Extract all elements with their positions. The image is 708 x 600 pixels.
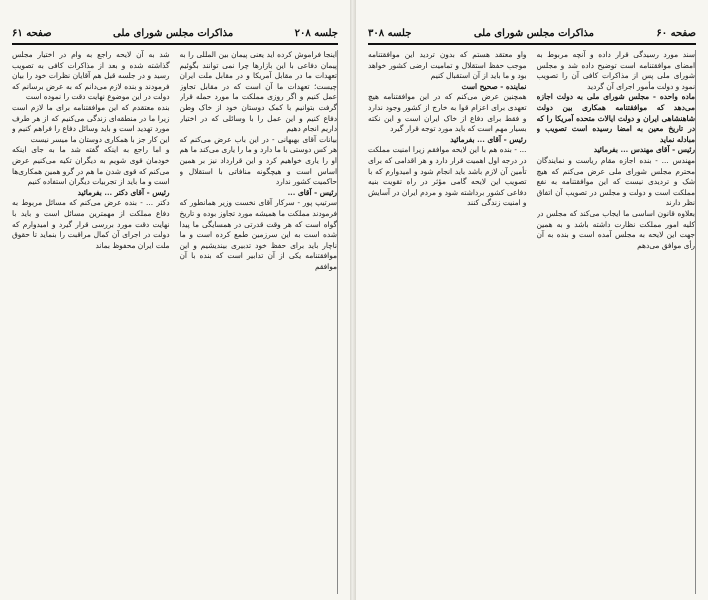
paragraph: ... - بنده هم با این لایحه موافقم زیرا امنیت مملکت در درجه اول اهمیت قرار دارد و هر اقدامی که برای تأمین آن لازم باشد باید انجام شود و امیدوارم که با تصویب این لایحه گامی مؤثر در راه تقویت بنیه دفاعی کشور برداشته شود و مردم ایران در آسایش و امنیت زندگی کنند — [368, 145, 527, 208]
paragraph: ماده واحده - مجلس شورای ملی به دولت اجازه می‌دهد که موافقتنامه همکاری بین دولت شاهنشاهی ایران و دولت ایالات متحده آمریکا را که در تاریخ معین به امضا رسیده است تصویب و مبادله نماید — [536, 92, 695, 144]
paragraph: مهندس ... - بنده اجازه مقام ریاست و نمایندگان محترم مجلس شورای ملی عرض می‌کنم که هیچ شک و تردیدی نیست که این موافقتنامه به نفع مملکت است و دولت و مجلس در تصویب آن اتفاق نظر دارند — [536, 155, 695, 208]
right-page-column-left — [368, 50, 527, 594]
paragraph: بیانات آقای بهبهانی - در این باب عرض می‌کنم که هر کس دوستی با ما دارد و ما را یاری می‌کند ما هم او را یاری خواهیم کرد و این قرارداد نیز بر همین اساس است و هیچگونه منافاتی با استقلال و حاکمیت کشور ندارد — [179, 134, 337, 187]
right-page-title: مذاکرات مجلس شورای ملی — [473, 27, 594, 39]
right-page-session: جلسه ۳۰۸ — [368, 27, 412, 39]
paragraph: همچنین عرض می‌کنم که در این موافقتنامه هیچ تعهدی برای اعزام قوا به خارج از کشور وجود ندارد و فقط برای دفاع از خاک ایران است و این نکته بسیار مهم است که باید مورد توجه قرار گیرد — [368, 92, 527, 134]
speaker-line: رئیس - آقای ... بفرمائید — [450, 134, 527, 144]
left-page-title: مذاکرات مجلس شورای ملی — [113, 27, 234, 39]
speaker-line: رئیس - آقای دکتر ... بفرمائید — [77, 187, 170, 197]
speaker-line: رئیس - آقای مهندس ... بفرمائید — [593, 145, 695, 155]
paragraph: واو معتقد هستم که بدون تردید این موافقتنامه موجب حفظ استقلال و تمامیت ارضی کشور خواهد بود و ما باید از آن استقبال کنیم — [368, 50, 527, 81]
paragraph: بعلاوه قانون اساسی ما ایجاب می‌کند که مجلس در کلیه امور مملکت نظارت داشته باشد و به همین جهت این لایحه به مجلس آمده است و بنده به آن رأی موافق می‌دهم — [536, 208, 695, 250]
speaker-line: نماینده - صحیح است — [461, 81, 527, 91]
paragraph: اینجا فراموش کرده اید یعنی پیمان بین المللی را به پیمان دفاعی با این بازارها چرا نمی توانند بگوئیم تعهدات ما در مقابل آمریکا و در مقابل ملت ایران چیست؛ تعهدات ما آن است که در مقابل تجاوز عمل کنیم و اگر روزی مملکت ما مورد حمله قرار گرفت بتوانیم با کمک دوستان خود از خاک وطن دفاع کنیم و این عمل را با وسائلی که در اختیار داریم انجام دهیم — [179, 50, 337, 134]
paragraph: بنده معتقدم که این موافقتنامه برای ما لازم است زیرا ما در منطقه‌ای زندگی می‌کنیم که از هر طرف مورد تهدید است و باید وسائل دفاع را فراهم کنیم و این کار جز با همکاری دوستان ما میسر نیست — [12, 102, 170, 144]
left-page-column-right — [180, 50, 339, 594]
speaker-line: رئیس - آقای ... — [287, 187, 337, 197]
left-page-columns — [12, 50, 338, 594]
paragraph: سند مورد رسیدگی قرار داده و آنچه مربوط به امضای موافقتنامه است توضیح داده شد و مجلس شورای ملی پس از مذاکرات کافی آن را تصویب نمود و دولت مأمور اجرای آن گردید — [536, 50, 695, 91]
paragraph: دکتر ... - بنده عرض می‌کنم که مسائل مربوط به دفاع مملکت از مهمترین مسائل است و باید با نهایت دقت مورد بررسی قرار گیرد و امیدوارم که دولت در اجرای آن کمال مراقبت را بنماید تا حقوق ملت ایران محفوظ بماند — [12, 198, 170, 250]
left-page-session: جلسه ۲۰۸ — [294, 27, 338, 39]
left-page — [0, 0, 350, 600]
left-page-number: صفحه ۶۱ — [12, 27, 52, 39]
right-page-number: صفحه ۶۰ — [656, 27, 696, 39]
right-page-columns — [368, 50, 696, 594]
left-page-header — [12, 25, 338, 45]
right-page-column-right — [537, 50, 697, 594]
paragraph: و اما راجع به اینکه گفته شد ما به جای اینکه خودمان قوی شویم به دیگران تکیه می‌کنیم عرض می‌کنم که قوی شدن ما هم در گرو همین همکاری‌ها است و ما باید از تجربیات دیگران استفاده کنیم — [12, 145, 170, 187]
left-page-column-left — [12, 50, 170, 594]
right-page — [356, 0, 708, 600]
paragraph: شد به آن لایحه راجع به وام در اختیار مجلس گذاشته شده و بعد از مذاکرات کافی به تصویب رسید و در جلسه قبل هم آقایان نظرات خود را بیان فرمودند و بنده لازم می‌دانم که به عرض برسانم که دولت در این موضوع نهایت دقت را نموده است — [12, 50, 170, 102]
paragraph: سرتیپ پور - سرکار آقای نخست وزیر همانطور که فرمودند مملکت ما همیشه مورد تجاوز بوده و تاریخ گواه است که هر وقت قدرتی در همسایگی ما پیدا شده است به این سرزمین طمع کرده است و ما ناچار باید برای حفظ خود تدبیری بیندیشیم و این موافقتنامه یکی از آن تدابیر است که بنده با آن موافقم — [179, 198, 337, 271]
right-page-header — [368, 25, 696, 45]
